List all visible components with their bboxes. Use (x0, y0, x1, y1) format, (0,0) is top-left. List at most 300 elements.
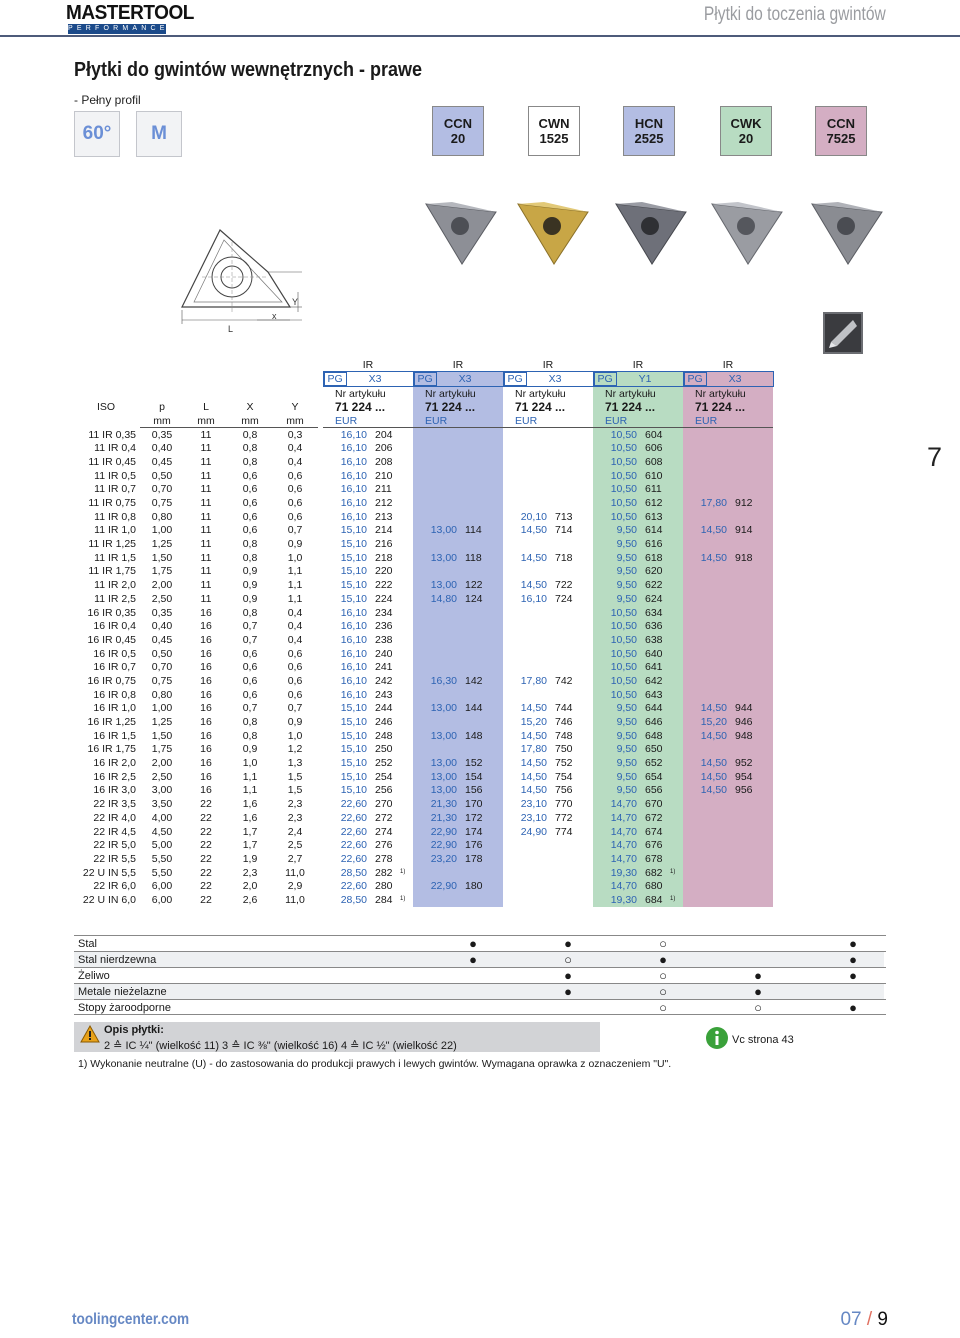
article-number: 672 (641, 811, 670, 825)
article-number: 241 (371, 660, 400, 674)
footnote-mark (760, 838, 773, 852)
footnote-mark (760, 592, 773, 606)
article-number: 644 (641, 702, 670, 716)
article-number: 756 (551, 784, 580, 798)
table-row (72, 441, 773, 455)
footnote-mark (760, 770, 773, 784)
pg-label: PG (414, 372, 437, 386)
price-cell (503, 469, 551, 483)
price-cell: 16,10 (503, 592, 551, 606)
dim-y: 0,9 (287, 538, 303, 551)
dim-x: 0,8 (242, 428, 258, 441)
suitability-mark: ○ (659, 1000, 667, 1015)
iso-code: 22 U IN 5,5 (82, 866, 136, 879)
table-row (72, 551, 773, 565)
article-number: 640 (641, 647, 670, 661)
currency: EUR (503, 414, 593, 428)
price-cell (683, 633, 731, 647)
footnote-mark (490, 565, 503, 579)
dim-y: 1,2 (287, 743, 303, 756)
footnote-mark (670, 537, 683, 551)
article-number: 770 (551, 797, 580, 811)
footnote-mark (490, 537, 503, 551)
material-row (74, 951, 886, 967)
footnote-mark (760, 551, 773, 565)
dim-x: 0,6 (242, 647, 258, 660)
pitch: 5,50 (151, 866, 173, 879)
article-number: 214 (371, 524, 400, 538)
footnote-mark (400, 688, 413, 702)
currency: EUR (323, 414, 413, 428)
table-row (72, 619, 773, 633)
article-number (731, 893, 760, 907)
footnote-mark (760, 647, 773, 661)
footnote-mark (400, 592, 413, 606)
price-cell (683, 565, 731, 579)
footnote-mark (580, 441, 593, 455)
size-l: 16 (200, 620, 212, 633)
article-number: 914 (731, 524, 760, 538)
article-number: 222 (371, 578, 400, 592)
logo-sub-text: PERFORMANCE (68, 25, 169, 32)
size-l: 16 (200, 702, 212, 715)
article-number (461, 688, 490, 702)
footnote-mark (490, 893, 503, 907)
footnote-mark (670, 811, 683, 825)
dim-x: 0,6 (242, 497, 258, 510)
footnote-mark (490, 660, 503, 674)
footnote-mark (490, 524, 503, 538)
article-number (461, 441, 490, 455)
price-cell: 22,60 (323, 838, 371, 852)
size-l: 16 (200, 716, 212, 729)
price-cell (683, 619, 731, 633)
article-number: 206 (371, 441, 400, 455)
price-cell: 15,10 (323, 565, 371, 579)
legend-box (74, 1022, 600, 1052)
grade-label: X3 (368, 373, 382, 386)
price-cell: 22,60 (323, 811, 371, 825)
col-header-p: p (159, 401, 165, 414)
article-number: 148 (461, 729, 490, 743)
footnote-mark (670, 784, 683, 798)
iso-code: 11 IR 1,5 (94, 551, 136, 564)
article-number (461, 633, 490, 647)
footnote-mark (400, 879, 413, 893)
group-3-pg-row (503, 372, 593, 387)
footnote-mark (490, 496, 503, 510)
article-number (551, 606, 580, 620)
footnote-mark (760, 784, 773, 798)
col-header-x: X (246, 401, 254, 414)
pitch: 6,00 (151, 893, 173, 906)
footnote-mark (400, 578, 413, 592)
dim-y: 0,3 (287, 428, 303, 441)
footnote-mark (400, 428, 413, 442)
price-cell: 10,50 (593, 428, 641, 442)
pitch: 0,80 (151, 688, 173, 701)
price-cell (503, 428, 551, 442)
pitch: 2,00 (151, 757, 173, 770)
price-cell (413, 441, 461, 455)
table-row (72, 756, 773, 770)
dim-y: 0,6 (287, 483, 303, 496)
iso-code: 22 IR 5,0 (93, 839, 136, 852)
dim-x: 0,6 (242, 524, 258, 537)
footnote-mark (670, 825, 683, 839)
article-number: 918 (731, 551, 760, 565)
price-cell (683, 660, 731, 674)
footnote-mark (580, 606, 593, 620)
article-number (461, 483, 490, 497)
price-cell (413, 633, 461, 647)
footnote-mark (670, 496, 683, 510)
table-row (72, 893, 773, 907)
article-number: 213 (371, 510, 400, 524)
dim-x: 1,6 (242, 798, 258, 811)
footnote-mark (670, 797, 683, 811)
price-cell (413, 866, 461, 880)
footnote-mark (490, 510, 503, 524)
size-l: 16 (200, 647, 212, 660)
size-l: 11 (200, 524, 212, 537)
price-cell (503, 496, 551, 510)
table-row (72, 455, 773, 469)
price-cell (683, 469, 731, 483)
footnote-mark (490, 743, 503, 757)
suitability-mark: ● (849, 952, 857, 967)
pitch: 1,25 (151, 716, 173, 729)
price-cell (683, 797, 731, 811)
article-number (731, 565, 760, 579)
dim-y: 2,9 (287, 880, 303, 893)
article-number (731, 537, 760, 551)
footnote-mark (490, 866, 503, 880)
price-cell (683, 428, 731, 442)
price-cell: 17,80 (503, 674, 551, 688)
pitch: 0,50 (151, 469, 173, 482)
footnote-mark (760, 866, 773, 880)
price-cell: 15,10 (323, 770, 371, 784)
footnote-mark (760, 633, 773, 647)
page-title: Płytki do gwintów wewnętrznych - prawe (74, 59, 423, 81)
table-row (72, 797, 773, 811)
table-row (72, 770, 773, 784)
dim-x: 0,8 (242, 551, 258, 564)
footnote-mark (490, 852, 503, 866)
footnote-mark (400, 674, 413, 688)
price-cell (413, 483, 461, 497)
grade-box-1 (432, 106, 484, 156)
price-cell: 14,50 (683, 729, 731, 743)
iso-code: 22 U IN 6,0 (82, 893, 136, 906)
size-l: 11 (200, 592, 212, 605)
logo (66, 2, 194, 35)
col-header-y: Y (291, 401, 299, 414)
price-cell (503, 441, 551, 455)
price-cell: 14,70 (593, 825, 641, 839)
article-number: 752 (551, 756, 580, 770)
price-cell (683, 578, 731, 592)
price-cell (683, 811, 731, 825)
dim-y: 0,6 (287, 497, 303, 510)
footnote-mark (580, 879, 593, 893)
price-cell: 13,00 (413, 524, 461, 538)
footnote-mark (400, 811, 413, 825)
price-cell: 14,50 (503, 784, 551, 798)
footnote-mark (670, 756, 683, 770)
article-number: 682 (641, 866, 670, 880)
suitability-mark: ● (849, 968, 857, 983)
iso-code: 16 IR 2,0 (93, 757, 136, 770)
size-l: 11 (200, 428, 212, 441)
thread-angle-badge: 60° (74, 111, 120, 157)
suitability-mark: ● (564, 968, 572, 983)
pitch: 1,50 (151, 551, 173, 564)
art-prefix: 71 224 ... (413, 400, 503, 414)
article-number: 118 (461, 551, 490, 565)
article-number (551, 537, 580, 551)
dim-y: 0,4 (287, 442, 303, 455)
footnote-mark (760, 428, 773, 442)
footnote-mark (760, 619, 773, 633)
footnote: 1) Wykonanie neutralne (U) - do zastosowania do produkcji prawych i lewych gwintów. Wymagana oprawka z oznaczeniem "U". (78, 1058, 672, 1070)
price-cell: 13,00 (413, 578, 461, 592)
footnote-mark (490, 756, 503, 770)
group-1-ir: IR (362, 358, 374, 371)
article-number (461, 510, 490, 524)
price-cell: 9,50 (593, 756, 641, 770)
diagram-l-label: L (228, 324, 234, 334)
price-cell (683, 510, 731, 524)
article-number: 620 (641, 565, 670, 579)
price-cell (683, 592, 731, 606)
material-label: Stal (78, 938, 97, 950)
pg-label: PG (684, 372, 707, 386)
article-number: 648 (641, 729, 670, 743)
price-cell: 10,50 (593, 633, 641, 647)
group-5-pg-row (683, 372, 773, 387)
price-cell: 19,30 (593, 893, 641, 907)
article-number: 114 (461, 524, 490, 538)
dim-y: 0,4 (287, 633, 303, 646)
price-cell: 10,50 (593, 496, 641, 510)
price-cell: 10,50 (593, 483, 641, 497)
article-number: 280 (371, 879, 400, 893)
price-cell: 9,50 (593, 702, 641, 716)
dim-y: 2,7 (287, 852, 303, 865)
grade-box-4 (720, 106, 772, 156)
footnote-mark (760, 715, 773, 729)
price-cell: 22,60 (323, 879, 371, 893)
footnote-mark (490, 619, 503, 633)
footnote-mark (490, 441, 503, 455)
article-number (551, 565, 580, 579)
footnote-mark (490, 674, 503, 688)
iso-code: 22 IR 5,5 (93, 852, 136, 865)
footnote-mark (760, 537, 773, 551)
article-number: 610 (641, 469, 670, 483)
footnote-mark (670, 729, 683, 743)
footnote-mark (580, 702, 593, 716)
dim-x: 0,6 (242, 510, 258, 523)
grade-name: CWN (538, 116, 570, 131)
dim-y: 0,9 (287, 716, 303, 729)
footnote-mark (400, 524, 413, 538)
article-number: 724 (551, 592, 580, 606)
footnote-mark (580, 866, 593, 880)
footnote-mark (580, 811, 593, 825)
article-number (731, 743, 760, 757)
article-number (731, 606, 760, 620)
grade-code: 20 (738, 131, 754, 146)
price-cell (413, 469, 461, 483)
grade-name: HCN (634, 116, 664, 131)
article-number (551, 852, 580, 866)
suitability-mark: ● (754, 968, 762, 983)
price-cell (503, 866, 551, 880)
footnote-mark (400, 702, 413, 716)
price-cell: 16,10 (323, 688, 371, 702)
iso-code: 11 IR 1,0 (94, 524, 136, 537)
price-cell (413, 647, 461, 661)
price-cell: 16,10 (323, 674, 371, 688)
price-cell: 22,90 (413, 879, 461, 893)
footnote-mark (400, 852, 413, 866)
article-number: 622 (641, 578, 670, 592)
article-number (731, 483, 760, 497)
footer-site: toolingcenter.com (72, 1311, 190, 1328)
footnote-mark (670, 633, 683, 647)
size-l: 16 (200, 729, 212, 742)
price-cell (413, 565, 461, 579)
article-number: 170 (461, 797, 490, 811)
article-number: 742 (551, 674, 580, 688)
footnote-mark (760, 606, 773, 620)
price-cell: 10,50 (593, 606, 641, 620)
grade-name: CCN (443, 116, 473, 131)
footnote-mark (400, 496, 413, 510)
info-icon (706, 1027, 728, 1049)
article-number: 248 (371, 729, 400, 743)
pitch: 2,50 (151, 770, 173, 783)
footnote-mark (760, 496, 773, 510)
article-number: 912 (731, 496, 760, 510)
article-number: 636 (641, 619, 670, 633)
price-cell: 22,60 (323, 825, 371, 839)
footnote-mark (580, 455, 593, 469)
price-cell: 24,90 (503, 825, 551, 839)
footnote-mark (580, 578, 593, 592)
article-number (551, 469, 580, 483)
article-number: 240 (371, 647, 400, 661)
pitch: 1,50 (151, 729, 173, 742)
price-cell: 15,10 (323, 551, 371, 565)
price-cell (413, 537, 461, 551)
article-number: 641 (641, 660, 670, 674)
price-cell: 15,20 (503, 715, 551, 729)
article-number (731, 469, 760, 483)
dim-x: 0,9 (242, 743, 258, 756)
dim-y: 11,0 (285, 893, 305, 906)
article-number: 212 (371, 496, 400, 510)
art-label: Nr artykułu (323, 387, 413, 401)
price-cell: 14,50 (503, 756, 551, 770)
table-row (72, 510, 773, 524)
dim-x: 1,1 (242, 784, 258, 797)
grade-name: CWK (730, 116, 762, 131)
article-number: 952 (731, 756, 760, 770)
size-l: 11 (200, 455, 212, 468)
footnote-mark (670, 455, 683, 469)
footnote-mark (760, 743, 773, 757)
price-cell: 14,80 (413, 592, 461, 606)
footnote-mark (400, 619, 413, 633)
article-number: 606 (641, 441, 670, 455)
suitability-mark: ● (564, 984, 572, 999)
price-cell: 10,50 (593, 469, 641, 483)
article-number (551, 496, 580, 510)
dim-y: 1,0 (287, 729, 303, 742)
article-number: 646 (641, 715, 670, 729)
price-cell: 14,70 (593, 797, 641, 811)
size-l: 22 (200, 798, 212, 811)
article-number: 172 (461, 811, 490, 825)
suitability-mark: ● (469, 952, 477, 967)
article-number: 252 (371, 756, 400, 770)
insert-image-gold (514, 198, 590, 266)
article-number: 208 (371, 455, 400, 469)
insert-image-grey (422, 198, 498, 266)
size-l: 16 (200, 661, 212, 674)
subtitle: - Pełny profil (74, 93, 141, 107)
table-row (72, 866, 773, 880)
iso-code: 11 IR 2,5 (94, 592, 136, 605)
article-number (461, 606, 490, 620)
article-number (551, 838, 580, 852)
size-l: 22 (200, 866, 212, 879)
article-number (461, 565, 490, 579)
footnote-mark (580, 825, 593, 839)
price-cell: 15,10 (323, 578, 371, 592)
article-number: 216 (371, 537, 400, 551)
article-number (731, 825, 760, 839)
footnote-mark (490, 551, 503, 565)
insert-image-dark (612, 198, 688, 266)
suitability-mark: ○ (754, 1000, 762, 1015)
footnote-mark (670, 879, 683, 893)
footnote-mark (400, 455, 413, 469)
dim-y: 0,4 (287, 606, 303, 619)
price-cell: 10,50 (593, 510, 641, 524)
article-number: 718 (551, 551, 580, 565)
iso-header: ISO (96, 401, 116, 414)
price-cell: 15,10 (323, 743, 371, 757)
article-number (731, 441, 760, 455)
footnote-mark (760, 702, 773, 716)
price-cell: 20,10 (503, 510, 551, 524)
price-cell (683, 866, 731, 880)
iso-code: 22 IR 4,0 (93, 811, 136, 824)
pitch: 2,00 (151, 579, 173, 592)
article-number: 211 (371, 483, 400, 497)
price-cell: 16,10 (323, 510, 371, 524)
iso-code: 11 IR 2,0 (94, 579, 136, 592)
price-cell: 14,50 (683, 770, 731, 784)
footnote-mark (760, 797, 773, 811)
grade-box-3 (623, 106, 675, 156)
size-l: 16 (200, 784, 212, 797)
